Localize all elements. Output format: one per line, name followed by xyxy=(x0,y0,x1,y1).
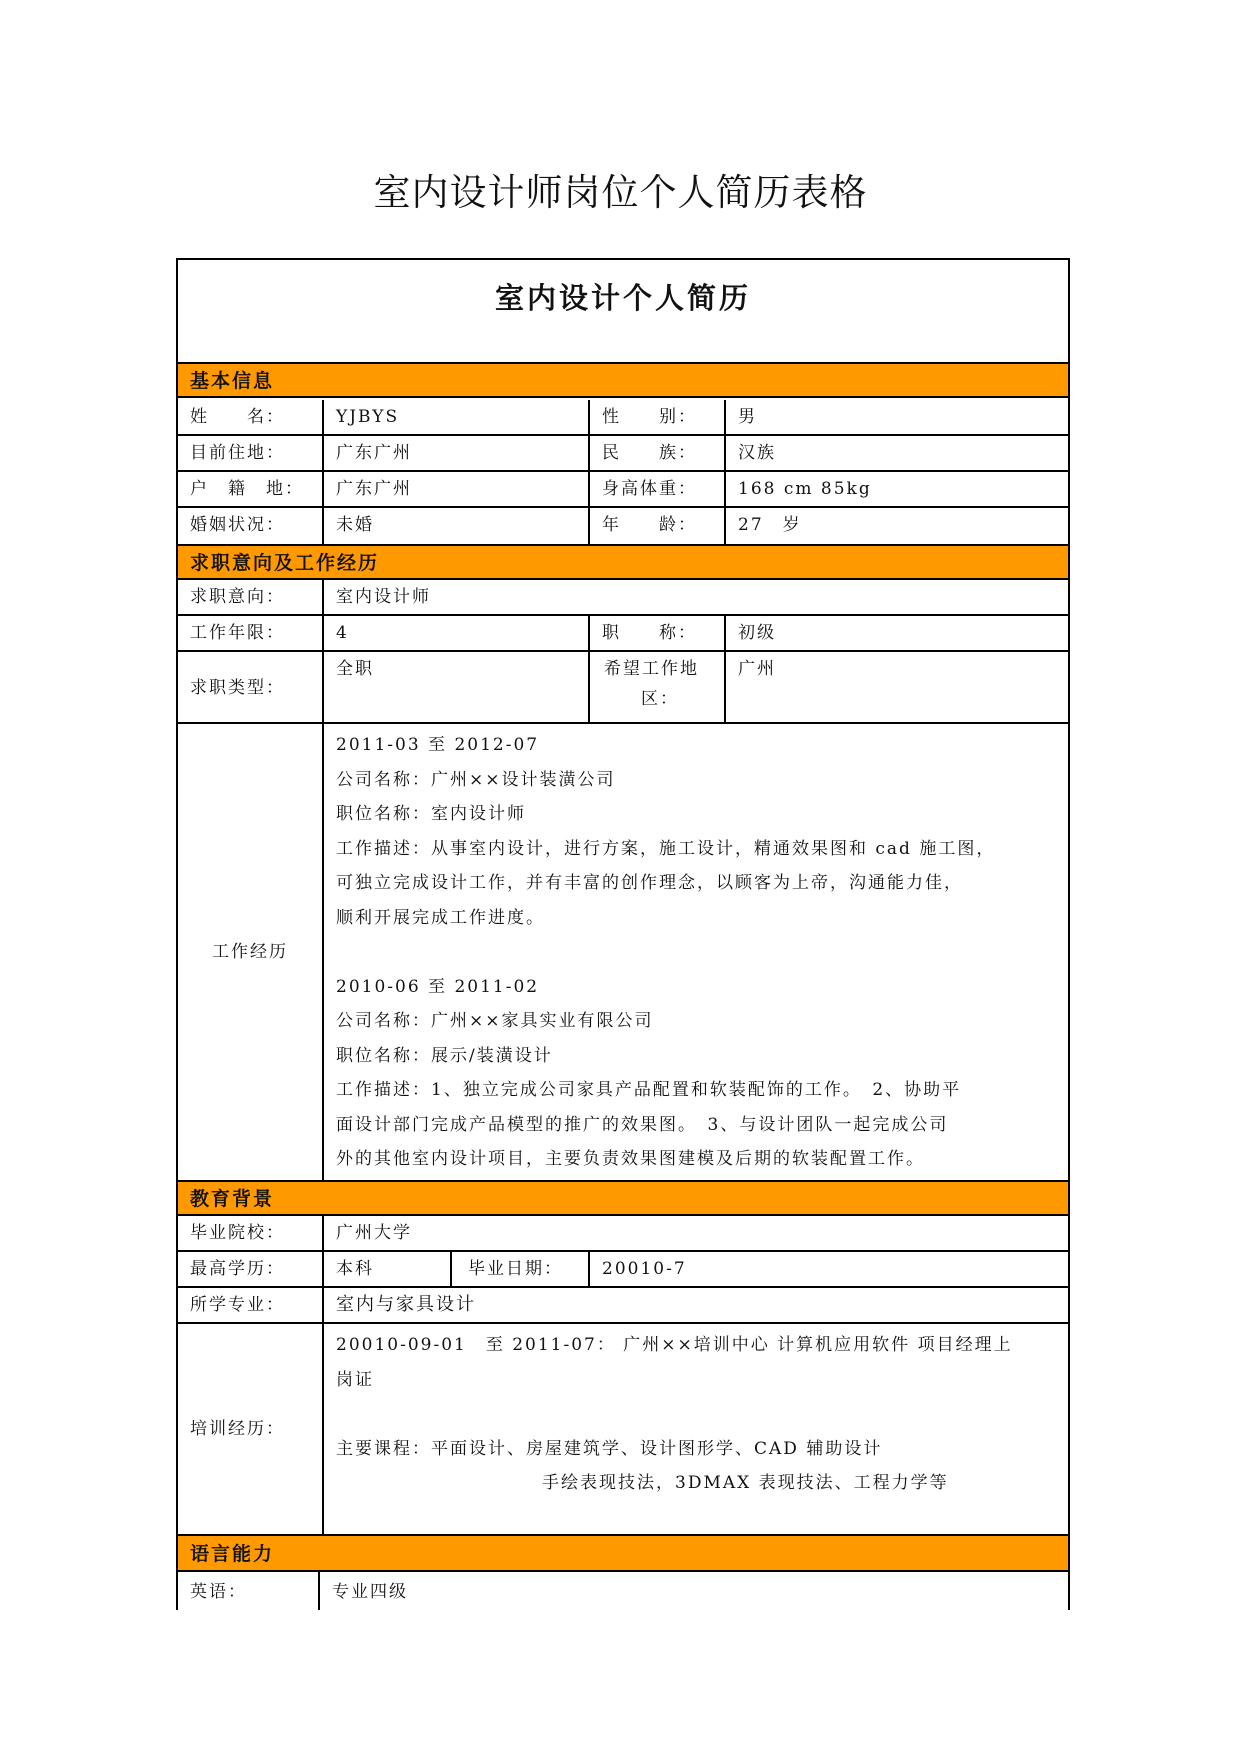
experience-line: 2010-06 至 2011-02 xyxy=(336,976,540,997)
school-label: 毕业院校： xyxy=(190,1223,285,1243)
experience-line: 面设计部门完成产品模型的推广的效果图。 3、与设计团队一起完成公司 xyxy=(336,1114,949,1135)
experience-line: 可独立完成设计工作，并有丰富的创作理念，以顾客为上帝，沟通能力佳， xyxy=(336,873,963,893)
degree-value: 本科 xyxy=(322,1252,450,1286)
height-weight-label: 身高体重： xyxy=(588,472,724,506)
row-training xyxy=(178,1324,1068,1534)
years-label: 工作年限： xyxy=(190,623,285,643)
gender-value: 男 xyxy=(724,400,1068,434)
experience-line: 外的其他室内设计项目，主要负责效果图建模及后期的软装配置工作。 xyxy=(336,1149,925,1169)
experience-line: 公司名称：广州××家具实业有限公司 xyxy=(336,1011,654,1031)
position-label: 求职意向： xyxy=(190,587,285,607)
section-education: 教育背景 xyxy=(178,1180,1068,1216)
residence-value: 广东广州 xyxy=(322,436,588,470)
title-value: 初级 xyxy=(724,616,1068,650)
experience-line: 2011-03 至 2012-07 xyxy=(336,735,540,755)
training-line: 岗证 xyxy=(336,1369,374,1390)
section-language: 语言能力 xyxy=(178,1534,1068,1572)
age-value: 27 岁 xyxy=(724,508,1068,544)
experience-line: 工作描述：从事室内设计，进行方案，施工设计，精通效果图和 cad 施工图， xyxy=(336,838,996,859)
row-hukou-height xyxy=(178,472,1068,508)
degree-label: 最高学历： xyxy=(190,1259,285,1279)
type-label: 求职类型： xyxy=(190,678,285,698)
document-title: 室内设计师岗位个人简历表格 xyxy=(373,171,868,214)
experience-line: 顺利开展完成工作进度。 xyxy=(336,907,545,928)
location-value: 广州 xyxy=(724,652,1068,722)
row-name-gender xyxy=(178,400,1068,436)
row-years-title xyxy=(178,616,1068,652)
school-value: 广州大学 xyxy=(322,1216,1068,1250)
name-label: 姓 名： xyxy=(190,407,285,427)
row-marital-age xyxy=(178,508,1068,544)
grad-label: 毕业日期： xyxy=(450,1252,588,1286)
training-content xyxy=(322,1324,1068,1534)
ethnicity-label: 民 族： xyxy=(588,436,724,470)
experience-label: 工作经历 xyxy=(212,942,288,962)
residence-label: 目前住地： xyxy=(190,443,285,463)
hukou-value: 广东广州 xyxy=(322,472,588,506)
row-experience xyxy=(178,724,1068,1180)
training-line: 主要课程：平面设计、房屋建筑学、设计图形学、CAD 辅助设计 xyxy=(336,1438,883,1459)
years-value: 4 xyxy=(322,616,588,650)
position-value: 室内设计师 xyxy=(322,580,1068,614)
row-school xyxy=(178,1216,1068,1252)
experience-line: 公司名称：广州××设计装潢公司 xyxy=(336,769,616,790)
hukou-label: 户 籍 地： xyxy=(190,479,304,499)
location-label-line-2: 区： xyxy=(641,689,679,709)
resume-header: 室内设计个人简历 xyxy=(178,260,1068,364)
major-value: 室内与家具设计 xyxy=(322,1288,1068,1322)
english-value: 专业四级 xyxy=(318,1572,1068,1610)
experience-spacer xyxy=(336,935,1068,970)
section-intent: 求职意向及工作经历 xyxy=(178,544,1068,580)
type-value: 全职 xyxy=(322,652,588,722)
training-line: 手绘表现技法，3DMAX 表现技法、工程力学等 xyxy=(542,1473,949,1493)
name-value: YJBYS xyxy=(322,400,588,434)
grad-value: 20010-7 xyxy=(588,1252,1068,1286)
experience-line: 工作描述：1、独立完成公司家具产品配置和软装配饰的工作。 2、协助平 xyxy=(336,1080,962,1100)
ethnicity-value: 汉族 xyxy=(724,436,1068,470)
row-english xyxy=(178,1572,1068,1610)
row-residence-ethnicity xyxy=(178,436,1068,472)
section-basic-info: 基本信息 xyxy=(178,364,1068,398)
experience-line: 职位名称：展示/装潢设计 xyxy=(336,1045,553,1066)
location-label xyxy=(588,652,724,722)
row-position xyxy=(178,580,1068,616)
marital-value: 未婚 xyxy=(322,508,588,544)
marital-label: 婚姻状况： xyxy=(190,515,285,535)
experience-content xyxy=(322,724,1068,1180)
row-type-location xyxy=(178,652,1068,724)
age-label: 年 龄： xyxy=(588,508,724,544)
location-label-line-1: 希望工作地 xyxy=(604,659,699,679)
training-line: 20010-09-01 至 2011-07： 广州××培训中心 计算机应用软件 项目经理上 xyxy=(336,1335,1013,1355)
training-spacer xyxy=(336,1397,1068,1432)
gender-label: 性 别： xyxy=(588,400,724,434)
title-label: 职 称： xyxy=(588,616,724,650)
major-label: 所学专业： xyxy=(190,1295,285,1315)
height-weight-value: 168 cm 85kg xyxy=(724,472,1068,506)
experience-line: 职位名称：室内设计师 xyxy=(336,804,526,824)
row-major xyxy=(178,1288,1068,1324)
english-label: 英语： xyxy=(190,1582,247,1602)
training-label: 培训经历： xyxy=(190,1419,285,1439)
row-degree-grad xyxy=(178,1252,1068,1288)
resume-table xyxy=(176,258,1070,1610)
